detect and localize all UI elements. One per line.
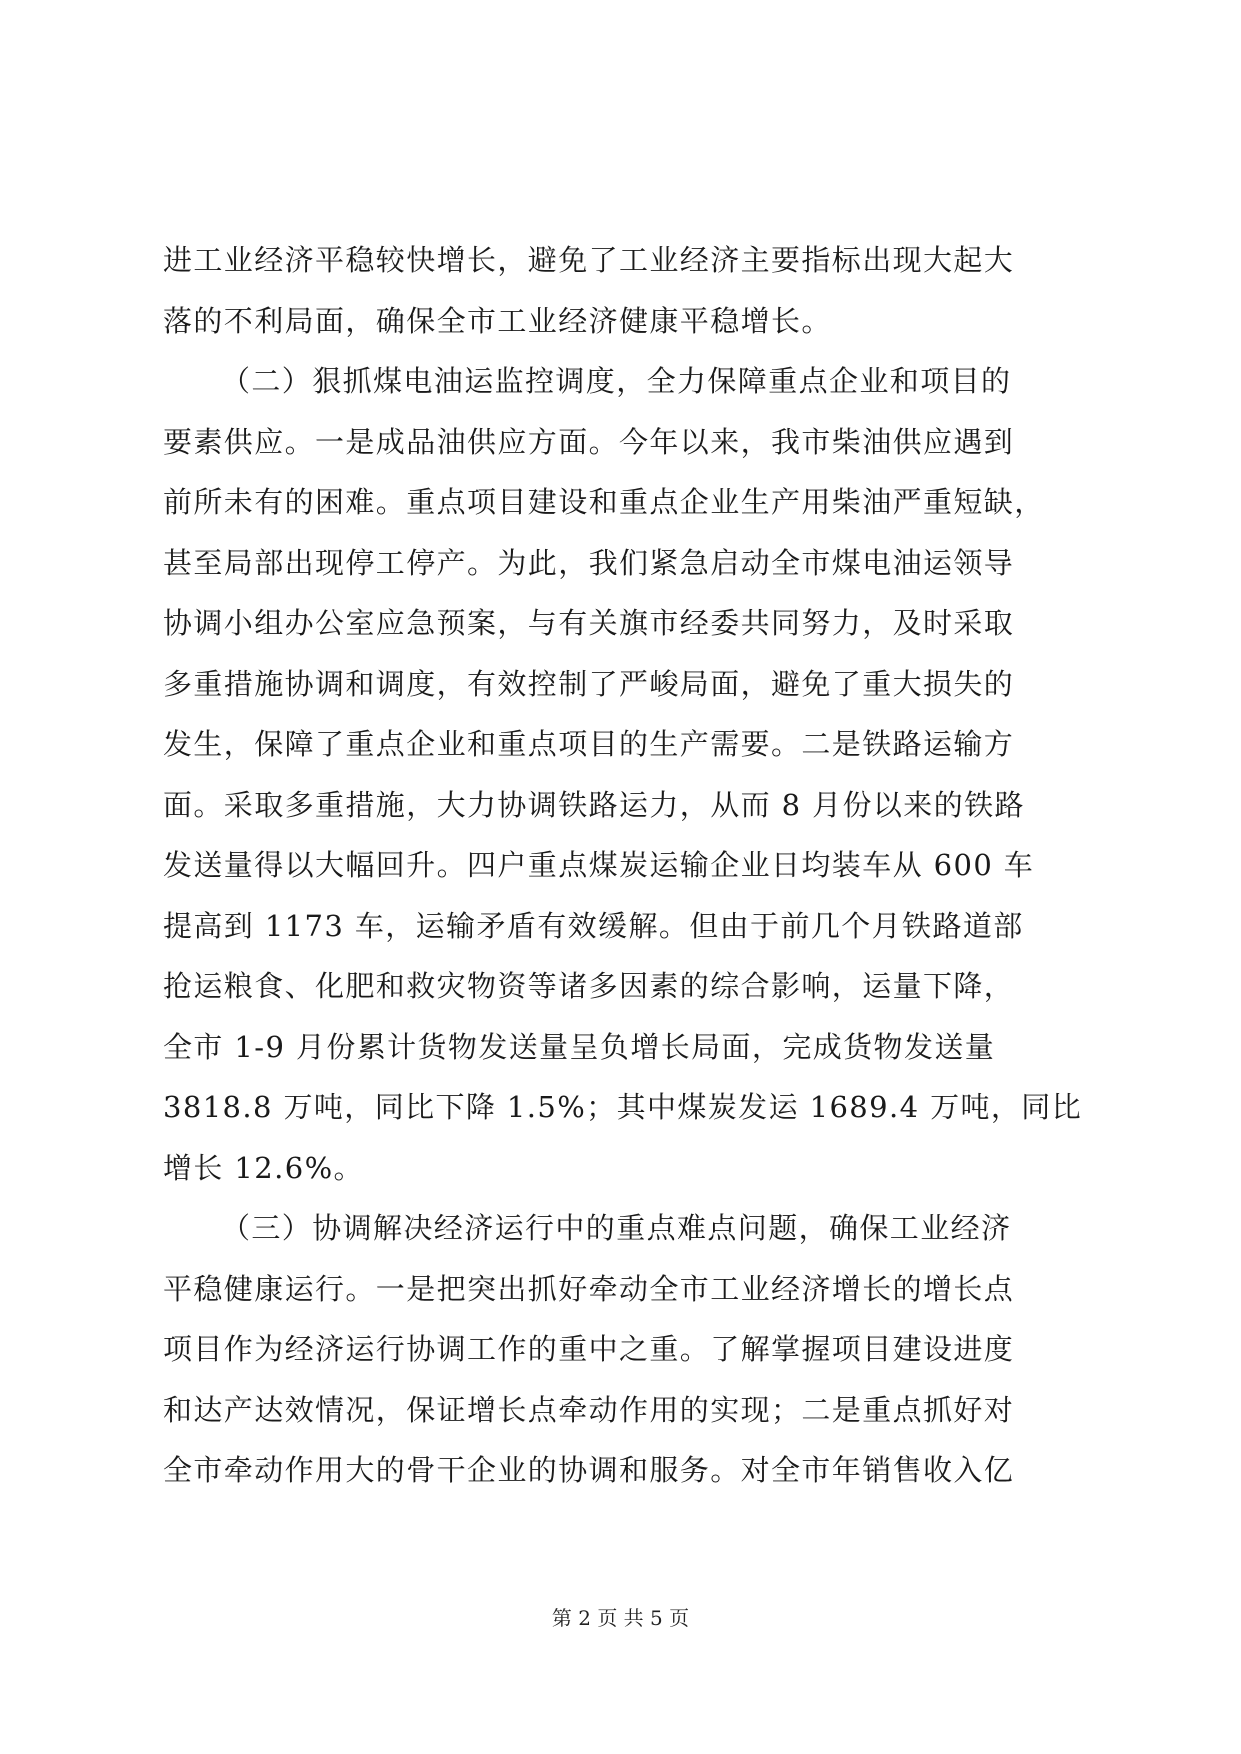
text-line: （二）狠抓煤电油运监控调度，全力保障重点企业和项目的 — [221, 364, 1012, 398]
text-line: 项目作为经济运行协调工作的重中之重。了解掌握项目建设进度 — [163, 1332, 1015, 1366]
text-line: 增长 12.6%。 — [163, 1150, 364, 1185]
text-line: 平稳健康运行。一是把突出抓好牵动全市工业经济增长的增长点 — [163, 1271, 1015, 1306]
text-line: 进工业经济平稳较快增长，避免了工业经济主要指标出现大起大 — [163, 243, 1015, 277]
text-line: （三）协调解决经济运行中的重点难点问题，确保工业经济 — [221, 1211, 1012, 1245]
text-line: 提高到 1173 车，运输矛盾有效缓解。但由于前几个月铁路道部 — [163, 908, 1024, 943]
body-text — [163, 230, 1083, 1501]
text-line: 协调小组办公室应急预案，与有关旗市经委共同努力，及时采取 — [163, 606, 1015, 640]
text-line: 前所未有的困难。重点项目建设和重点企业生产用柴油严重短缺， — [163, 485, 1045, 519]
text-line: 发送量得以大幅回升。四户重点煤炭运输企业日均装车从 600 车 — [163, 848, 1035, 882]
text-line: 落的不利局面，确保全市工业经济健康平稳增长。 — [163, 303, 832, 338]
text-line: 抢运粮食、化肥和救灾物资等诸多因素的综合影响，运量下降， — [163, 969, 1015, 1003]
text-line: 发生，保障了重点企业和重点项目的生产需要。二是铁路运输方 — [163, 727, 1015, 761]
text-line: 面。采取多重措施，大力协调铁路运力，从而 8 月份以来的铁路 — [163, 787, 1025, 822]
text-line: 3818.8 万吨，同比下降 1.5%；其中煤炭发运 1689.4 万吨，同比 — [163, 1090, 1083, 1124]
text-line: 要素供应。一是成品油供应方面。今年以来，我市柴油供应遇到 — [163, 424, 1015, 459]
text-line: 全市 1-9 月份累计货物发送量呈负增长局面，完成货物发送量 — [163, 1029, 996, 1064]
text-line: 和达产达效情况，保证增长点牵动作用的实现；二是重点抓好对 — [163, 1392, 1015, 1427]
text-line: 甚至局部出现停工停产。为此，我们紧急启动全市煤电油运领导 — [163, 545, 1015, 580]
page-footer: 第 2 页 共 5 页 — [551, 1606, 690, 1630]
text-line: 全市牵动作用大的骨干企业的协调和服务。对全市年销售收入亿 — [163, 1453, 1015, 1487]
text-line: 多重措施协调和调度，有效控制了严峻局面，避免了重大损失的 — [163, 666, 1015, 701]
